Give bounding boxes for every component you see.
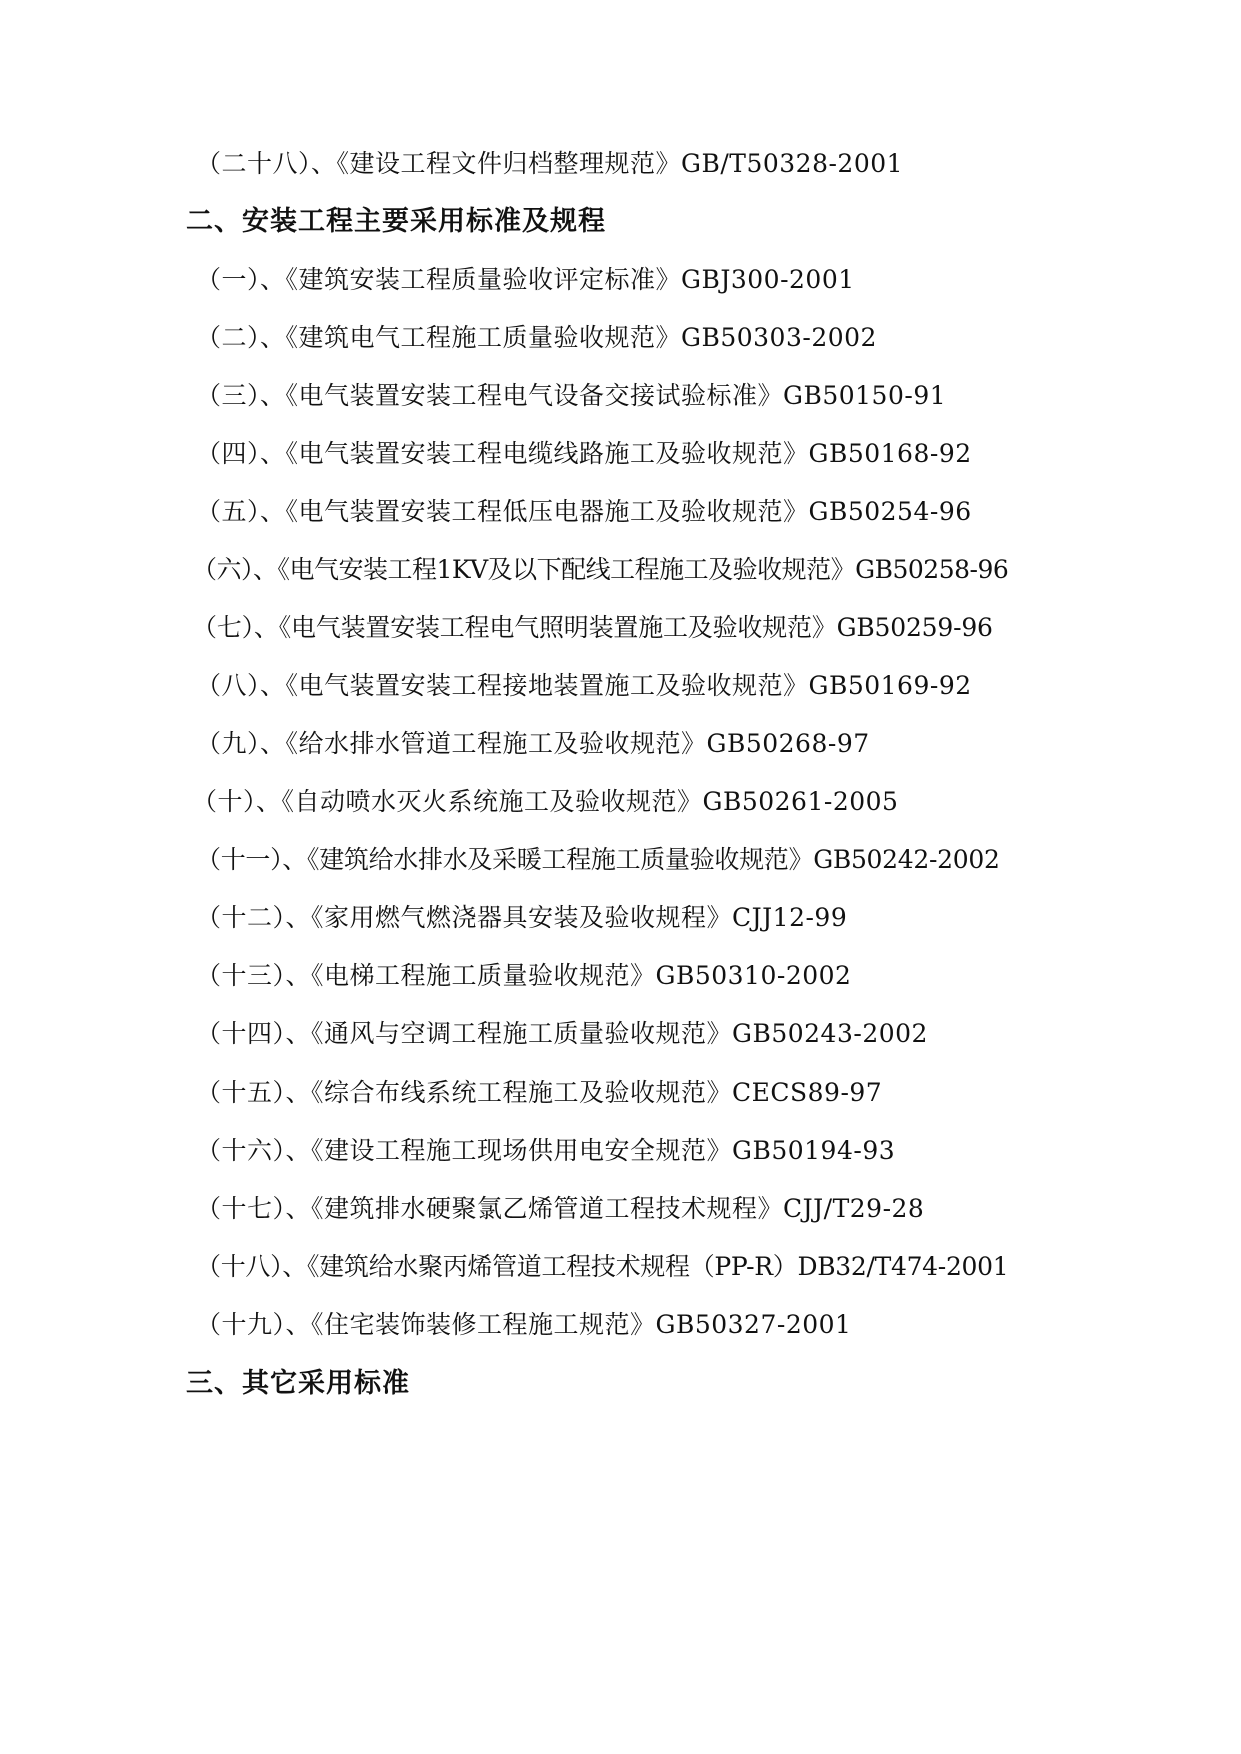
standard-item-11: （十一）、《建筑给水排水及采暖工程施工质量验收规范》GB50242-2002 (196, 845, 1000, 874)
standard-item-16: （十六）、《建设工程施工现场供用电安全规范》GB50194-93 (196, 1136, 896, 1165)
standard-item-5: （五）、《电气装置安装工程低压电器施工及验收规范》GB50254-96 (196, 497, 972, 526)
standard-item-6: （六）、《电气安装工程1KV及以下配线工程施工及验收规范》GB50258-96 (192, 555, 1009, 584)
standard-item-14: （十四）、《通风与空调工程施工质量验收规范》GB50243-2002 (196, 1019, 928, 1048)
standard-item-18: （十八）、《建筑给水聚丙烯管道工程技术规程（PP-R）DB32/T474-2001 (196, 1252, 1009, 1281)
standard-item-4: （四）、《电气装置安装工程电缆线路施工及验收规范》GB50168-92 (196, 439, 972, 468)
section-heading-installation: 二、安装工程主要采用标准及规程 (186, 206, 606, 237)
standard-item-15: （十五）、《综合布线系统工程施工及验收规范》CECS89-97 (196, 1078, 883, 1107)
standard-item-8: （八）、《电气装置安装工程接地装置施工及验收规范》GB50169-92 (196, 671, 972, 700)
standard-item-13: （十三）、《电梯工程施工质量验收规范》GB50310-2002 (196, 961, 852, 990)
standard-item-2: （二）、《建筑电气工程施工质量验收规范》GB50303-2002 (196, 323, 877, 352)
standard-item-10: （十）、《自动喷水灭火系统施工及验收规范》GB50261-2005 (192, 787, 899, 816)
standard-item-12: （十二）、《家用燃气燃浇器具安装及验收规程》CJJ12-99 (196, 903, 848, 932)
standard-item-7: （七）、《电气装置安装工程电气照明装置施工及验收规范》GB50259-96 (192, 613, 993, 642)
section-heading-other: 三、其它采用标准 (186, 1368, 410, 1399)
standard-item-19: （十九）、《住宅装饰装修工程施工规范》GB50327-2001 (196, 1310, 852, 1339)
standard-item-28: （二十八）、《建设工程文件归档整理规范》GB/T50328-2001 (196, 149, 904, 178)
standard-item-1: （一）、《建筑安装工程质量验收评定标准》GBJ300-2001 (196, 265, 855, 294)
standard-item-9: （九）、《给水排水管道工程施工及验收规范》GB50268-97 (196, 729, 870, 758)
standard-item-17: （十七）、《建筑排水硬聚氯乙烯管道工程技术规程》CJJ/T29-28 (196, 1194, 925, 1223)
standard-item-3: （三）、《电气装置安装工程电气设备交接试验标准》GB50150-91 (196, 381, 947, 410)
